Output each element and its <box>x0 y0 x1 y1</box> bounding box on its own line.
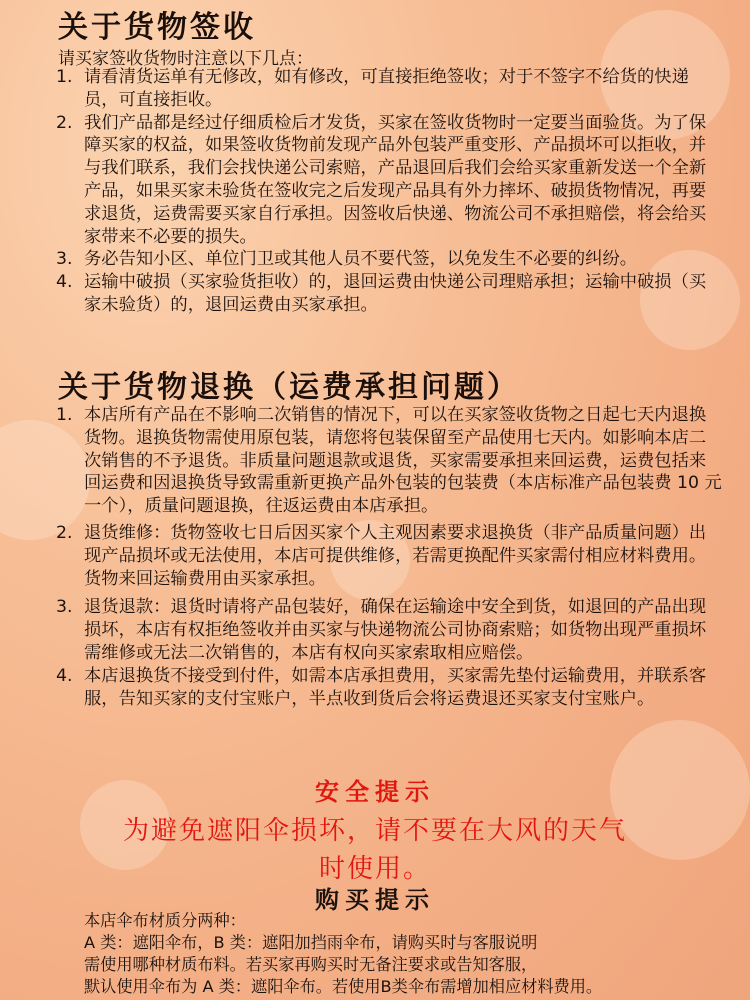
safety-line-1: 为避免遮阳伞损坏，请不要在大风的天气 <box>122 816 627 846</box>
purchase-line: A 类：遮阳伞布，B 类：遮阳加挡雨伞布，请购买时与客服说明 <box>84 933 538 952</box>
list-item: 1. 本店所有产品在不影响二次销售的情况下，可以在买家签收货物之日起七天内退换货物。退换货物需使用原包装，请您将包装保留至产品使用七天内。如影响本店二次销售的不予退货。非质量问题退款或退货，买家需要承担来回运费，运费包括来回运费和因退换货导致需重新更换产品外包装的包装费（本店标准产品包装费 10 元一个），质量问题退换，往返运费由本店承担。 <box>56 405 722 517</box>
returns-list <box>56 404 722 710</box>
safety-line-2: 时使用。 <box>318 854 431 884</box>
list-item: 3. 务必告知小区、单位门卫或其他人员不要代签，以免发生不必要的纠纷。 <box>56 249 638 270</box>
list-item: 2. 退货维修：货物签收七日后因买家个人主观因素要求退换货（非产品质量问题）出现产品损坏或无法使用，本店可提供维修，若需更换配件买家需付相应材料费用。货物来回运输费用由买家承担。 <box>56 522 707 589</box>
list-item: 4. 运输中破损（买家验货拒收）的，退回运费由快递公司理赔承担；运输中破损（买家未验货）的，退回运费由买家承担。 <box>56 272 707 315</box>
purchase-line: 需使用哪种材质布料。若买家再购买时无备注要求或告知客服， <box>84 955 538 974</box>
purchase-notes <box>84 910 724 998</box>
receipt-list <box>56 66 722 317</box>
safety-title: 安全提示 <box>315 777 435 806</box>
list-item: 3. 退货退款：退货时请将产品包装好，确保在运输途中安全到货，如退回的产品出现损坏，本店有权拒绝签收并由买家与快递物流公司协商索赔；如货物出现严重损坏需维修或无法二次销售的，本店有权向买家索取相应赔偿。 <box>56 597 707 663</box>
purchase-line: 本店伞布材质分两种： <box>84 911 246 930</box>
section-title-receipt: 关于货物签收 <box>58 10 256 45</box>
section-title-returns: 关于货物退换（运费承担问题） <box>58 370 520 405</box>
receipt-intro: 请买家签收货物时注意以下几点： <box>58 49 313 69</box>
list-item: 2. 我们产品都是经过仔细质检后才发货，买家在签收货物时一定要当面验货。为了保障买家的权益，如果签收货物前发现产品外包装严重变形、产品损坏可以拒收，并与我们联系，我们会找快递公司索赔，产品退回后我们会给买家重新发送一个全新产品，如果买家未验货在签收完之后发现产品具有外力摔坏、破损货物情况，再要求退货，运费需要买家自行承担。因签收后快递、物流公司不承担赔偿，将会给买家带来不必要的损失。 <box>56 112 707 247</box>
list-item: 1. 请看清货运单有无修改，如有修改，可直接拒绝签收；对于不签字不给货的快递员，可直接拒收。 <box>56 67 689 110</box>
purchase-line: 默认使用伞布为 A 类：遮阳伞布。若使用B类伞布需增加相应材料费用。 <box>84 977 603 996</box>
purchase-title: 购买提示 <box>315 885 435 914</box>
list-item: 4. 本店退换货不接受到付件，如需本店承担费用，买家需先垫付运输费用，并联系客服，告知买家的支付宝账户，半点收到货后会将运费退还买家支付宝账户。 <box>56 665 707 709</box>
